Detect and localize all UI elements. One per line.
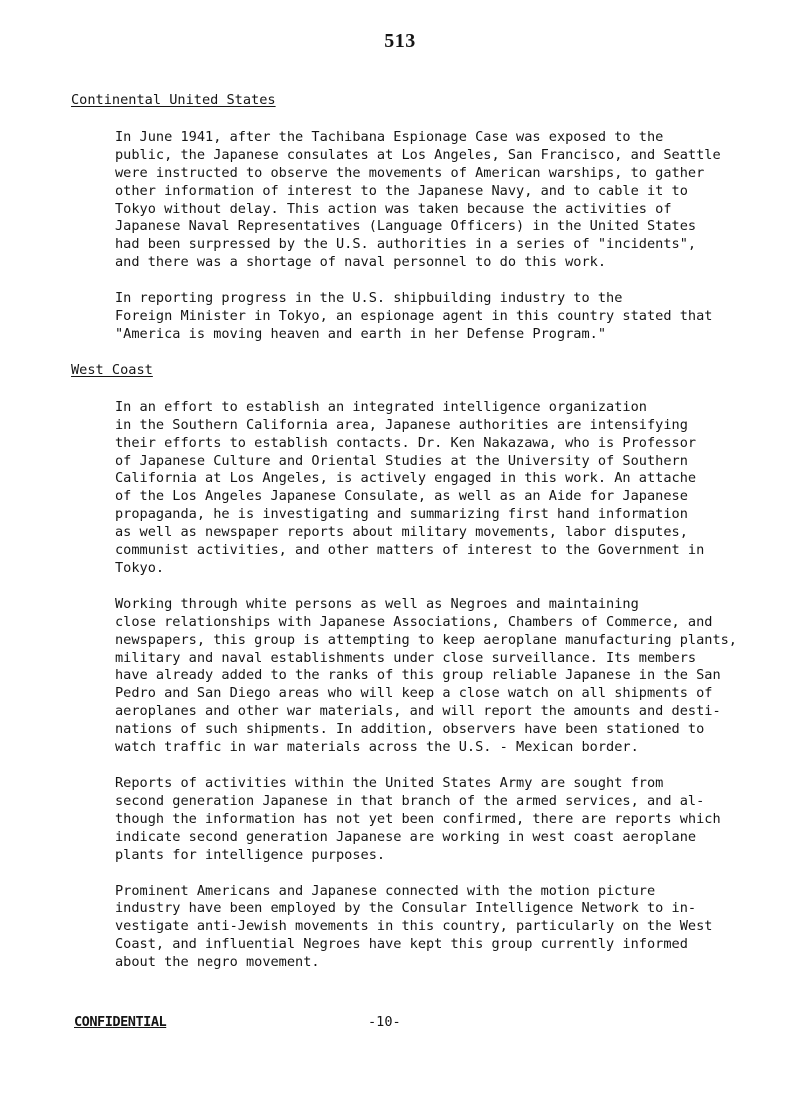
text-line: newspapers, this group is attempting to keep aeroplane manufacturing plants, (115, 631, 737, 648)
footer-page-label: -10- (368, 1014, 401, 1030)
text-line: watch traffic in war materials across the U.S. - Mexican border. (115, 739, 639, 756)
text-line: had been surpressed by the U.S. authorities in a series of "incidents", (115, 236, 697, 253)
text-line: second generation Japanese in that branch of the armed services, and al- (115, 792, 705, 809)
text-line: their efforts to establish contacts. Dr. Ken Nakazawa, who is Professor (115, 434, 697, 451)
text-line: about the negro movement. (115, 954, 320, 971)
text-line: communist activities, and other matters of interest to the Government in (115, 542, 705, 559)
text-line: nations of such shipments. In addition, observers have been stationed to (115, 721, 705, 738)
paragraph (70, 596, 740, 757)
text-line: "America is moving heaven and earth in her Defense Program." (115, 325, 607, 342)
text-line: Japanese Naval Representatives (Language Officers) in the United States (115, 218, 697, 235)
text-line: and there was a shortage of naval personnel to do this work. (115, 254, 607, 271)
text-line: Tokyo without delay. This action was taken because the activities of (115, 200, 672, 217)
text-line: of the Los Angeles Japanese Consulate, as well as an Aide for Japanese (115, 488, 688, 505)
text-line: other information of interest to the Japanese Navy, and to cable it to (115, 182, 688, 199)
text-line: In an effort to establish an integrated intelligence organization (115, 398, 647, 415)
text-line: public, the Japanese consulates at Los Angeles, San Francisco, and Seattle (115, 146, 721, 163)
paragraph (70, 775, 740, 865)
text-line: were instructed to observe the movements of American warships, to gather (115, 164, 705, 181)
text-line: In reporting progress in the U.S. shipbuilding industry to the (115, 290, 623, 307)
text-line: though the information has not yet been confirmed, there are reports which (115, 810, 721, 827)
text-line: Pedro and San Diego areas who will keep a close watch on all shipments of (115, 685, 713, 702)
text-line: Coast, and influential Negroes have kept this group currently informed (115, 936, 688, 953)
text-line: vestigate anti-Jewish movements in this country, particularly on the West (115, 918, 713, 935)
classification-marking: CONFIDENTIAL (74, 1014, 167, 1030)
text-line: have already added to the ranks of this group reliable Japanese in the San (115, 667, 721, 684)
text-line: In June 1941, after the Tachibana Espionage Case was exposed to the (115, 128, 664, 145)
paragraph (70, 129, 740, 272)
document-body (70, 92, 740, 990)
section-west-coast (70, 362, 740, 972)
text-line: Foreign Minister in Tokyo, an espionage agent in this country stated that (115, 308, 713, 325)
text-line: Prominent Americans and Japanese connected with the motion picture (115, 882, 656, 899)
text-line: as well as newspaper reports about military movements, labor disputes, (115, 524, 688, 541)
section-heading: West Coast (71, 361, 153, 378)
section-continental-united-states (70, 92, 740, 344)
paragraph (70, 399, 740, 578)
text-line: indicate second generation Japanese are working in west coast aeroplane (115, 828, 697, 845)
page-number: 513 (384, 30, 416, 52)
text-line: California at Los Angeles, is actively engaged in this work. An attache (115, 470, 697, 487)
text-line: Tokyo. (115, 559, 165, 576)
text-line: industry have been employed by the Consular Intelligence Network to in- (115, 900, 697, 917)
text-line: propaganda, he is investigating and summarizing first hand information (115, 506, 688, 523)
paragraph (70, 883, 740, 973)
text-line: Working through white persons as well as Negroes and maintaining (115, 595, 639, 612)
text-line: military and naval establishments under close surveillance. Its members (115, 649, 697, 666)
text-line: close relationships with Japanese Associations, Chambers of Commerce, and (115, 613, 713, 630)
text-line: plants for intelligence purposes. (115, 846, 386, 863)
text-line: Reports of activities within the United States Army are sought from (115, 775, 664, 791)
text-line: of Japanese Culture and Oriental Studies at the University of Southern (115, 452, 688, 469)
text-line: in the Southern California area, Japanese authorities are intensifying (115, 416, 688, 433)
text-line: aeroplanes and other war materials, and will report the amounts and desti- (115, 703, 721, 720)
section-heading: Continental United States (71, 92, 276, 108)
paragraph (70, 290, 740, 344)
